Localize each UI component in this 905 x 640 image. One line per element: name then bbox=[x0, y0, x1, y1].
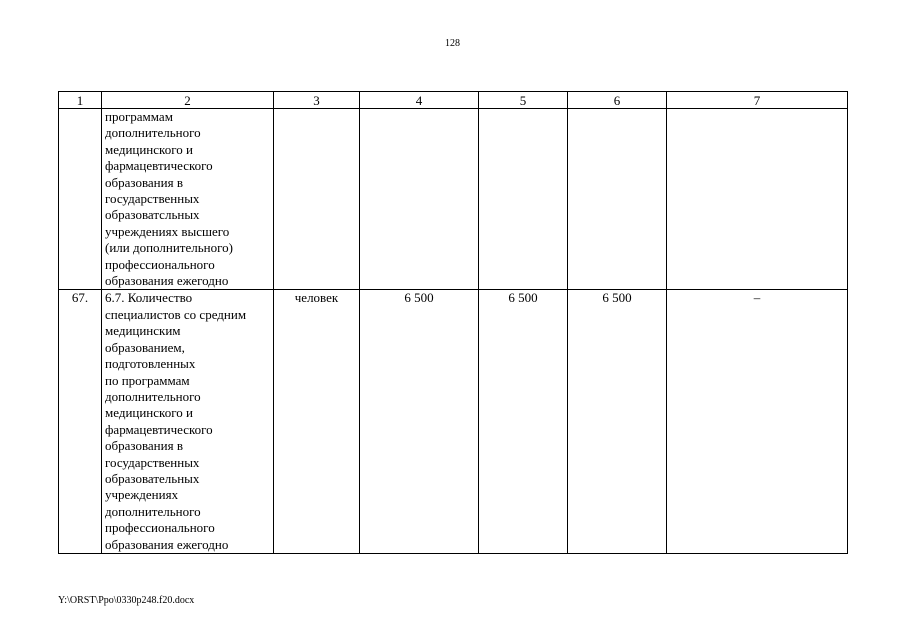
name-line: по программам bbox=[105, 372, 190, 388]
header-cell-7: 7 bbox=[667, 92, 848, 109]
header-cell-6: 6 bbox=[568, 92, 667, 109]
unit-cell bbox=[274, 109, 360, 290]
name-line: фармацевтического bbox=[105, 421, 213, 437]
table-row bbox=[59, 290, 848, 554]
value-cell-5: 6 500 bbox=[479, 290, 568, 554]
name-line: образоватсльных bbox=[105, 207, 200, 223]
name-line: фармацевтического bbox=[105, 158, 213, 174]
indicator-name-cell bbox=[102, 290, 274, 554]
name-line: государственных bbox=[105, 454, 200, 470]
value-cell-4 bbox=[360, 109, 479, 290]
value-cell-4: 6 500 bbox=[360, 290, 479, 554]
name-line: образования в bbox=[105, 174, 183, 190]
name-line: дополнительного bbox=[105, 388, 201, 404]
name-line: учреждениях высшего bbox=[105, 223, 230, 239]
data-table bbox=[58, 91, 848, 554]
header-cell-2: 2 bbox=[102, 92, 274, 109]
value-cell-7 bbox=[667, 109, 848, 290]
header-cell-3: 3 bbox=[274, 92, 360, 109]
name-line: профессионального bbox=[105, 520, 215, 536]
name-line: подготовленных bbox=[105, 356, 196, 372]
name-line: медицинского и bbox=[105, 405, 193, 421]
name-line: медицинским bbox=[105, 323, 181, 339]
name-line: дополнительного bbox=[105, 125, 201, 141]
name-line: программам bbox=[105, 109, 173, 124]
indicator-name-cell bbox=[102, 109, 274, 290]
name-line: учреждениях bbox=[105, 487, 179, 503]
value-cell-7: – bbox=[667, 290, 848, 554]
value-cell-6 bbox=[568, 109, 667, 290]
name-line: профессионального bbox=[105, 256, 215, 272]
row-number-cell bbox=[59, 109, 102, 290]
name-line: (или дополнительного) bbox=[105, 240, 233, 256]
document-path-footer: Y:\ORST\Ppo\0330p248.f20.docx bbox=[58, 595, 195, 606]
header-cell-5: 5 bbox=[479, 92, 568, 109]
value-cell-5 bbox=[479, 109, 568, 290]
page-number: 128 bbox=[445, 38, 460, 49]
name-line: дополнительного bbox=[105, 503, 201, 519]
name-line: образовательных bbox=[105, 470, 200, 486]
header-cell-4: 4 bbox=[360, 92, 479, 109]
name-line: образованием, bbox=[105, 339, 185, 355]
unit-cell: человек bbox=[274, 290, 360, 554]
name-line: специалистов со средним bbox=[105, 306, 247, 322]
name-line: медицинского и bbox=[105, 141, 193, 157]
name-line: государственных bbox=[105, 191, 200, 207]
header-cell-1: 1 bbox=[59, 92, 102, 109]
row-number-cell: 67. bbox=[59, 290, 102, 554]
name-line: образования ежегодно bbox=[105, 273, 229, 289]
value-cell-6: 6 500 bbox=[568, 290, 667, 554]
name-line: образования ежегодно bbox=[105, 536, 229, 552]
table-row bbox=[59, 109, 848, 290]
name-line: образования в bbox=[105, 438, 183, 454]
name-line: 6.7. Количество bbox=[105, 290, 193, 306]
header-row bbox=[59, 92, 848, 109]
